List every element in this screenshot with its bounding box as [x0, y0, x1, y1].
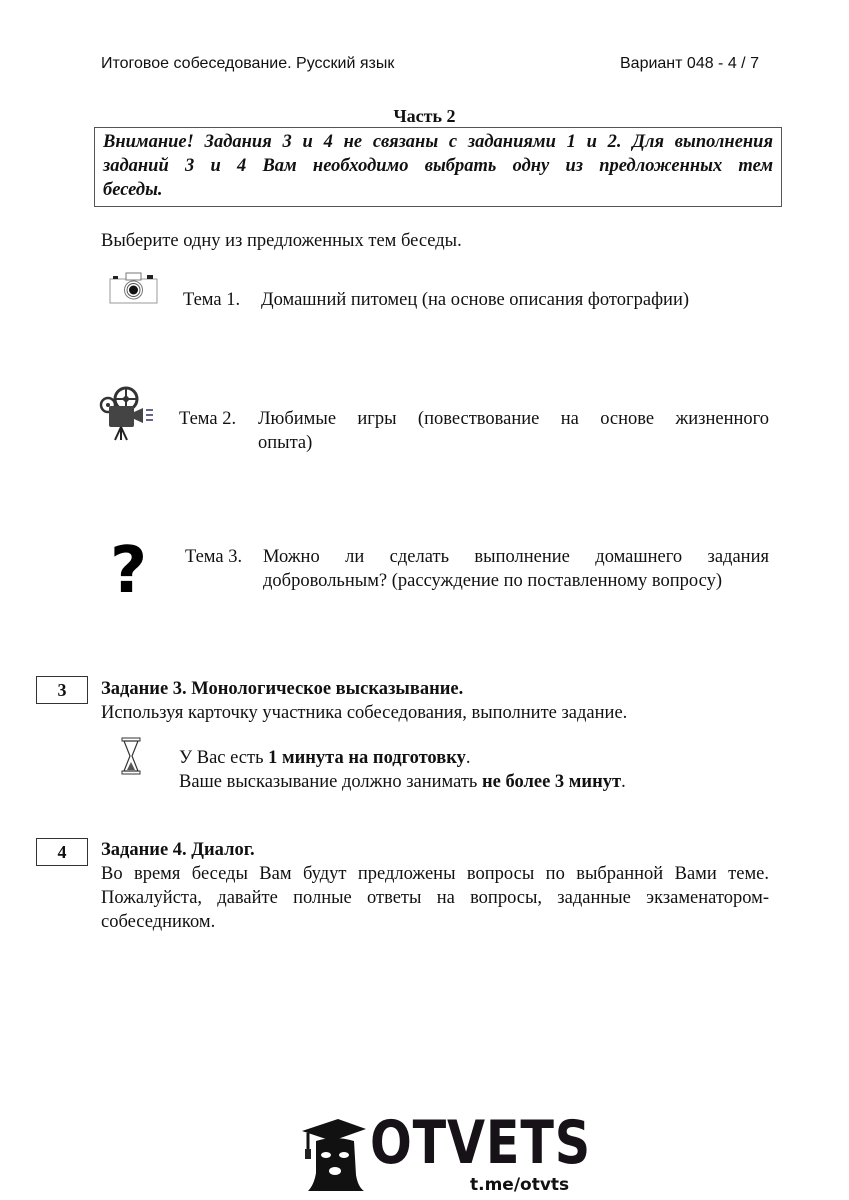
task-3-number: 3 [36, 676, 88, 704]
topic-2-label: Тема 2. [179, 409, 237, 429]
header-title: Итоговое собеседование. Русский язык [101, 55, 395, 72]
notice-box [94, 127, 782, 207]
topic-3-label: Тема 3. [185, 547, 243, 567]
brand-logo-text: OTVETS [370, 1108, 591, 1178]
notice-line: Внимание! Задания 3 и 4 не связаны с заданиями 1 и 2. Для выполнения [103, 132, 773, 152]
topic-1-label: Тема 1. [183, 290, 241, 310]
question-mark-icon: ? [110, 534, 148, 608]
notice-line: беседы. [103, 180, 163, 200]
masked-graduate-icon [298, 1115, 368, 1193]
topic-2-text: Любимые игры (повествование на основе жизненного [258, 409, 769, 429]
topic-2-text-cont: опыта) [258, 433, 313, 453]
prep-time-pre: У Вас есть [179, 748, 269, 768]
camera-icon [109, 270, 159, 304]
task-4-number: 4 [36, 838, 88, 866]
task-4-line: Пожалуйста, давайте полные ответы на вопросы, заданные экзаменатором- [101, 888, 769, 908]
task-4-line: Во время беседы Вам будут предложены вопросы по выбранной Вами теме. [101, 864, 769, 884]
speech-time-text [179, 770, 626, 794]
task-4-line: собеседником. [101, 912, 216, 932]
speech-time-pre: Ваше высказывание должно занимать [179, 772, 482, 792]
header-variant: Вариант 048 - 4 / 7 [620, 55, 759, 72]
notice-line: заданий 3 и 4 Вам необходимо выбрать одну из предложенных тем [103, 156, 773, 176]
instruction: Выберите одну из предложенных тем беседы. [101, 231, 462, 251]
prep-time-text [179, 746, 470, 770]
telegram-link[interactable]: t.me/otvts [470, 1175, 570, 1195]
task-3-title: Задание 3. Монологическое высказывание. [101, 679, 464, 699]
topic-3-text-cont: добровольным? (рассуждение по поставленному вопросу) [263, 571, 723, 591]
task-3-description: Используя карточку участника собеседования, выполните задание. [101, 703, 628, 723]
speech-time-post: . [621, 772, 626, 792]
hourglass-icon [120, 737, 142, 775]
film-projector-icon [99, 385, 159, 441]
part-title: Часть 2 [393, 106, 456, 126]
speech-time-bold: не более 3 минут [482, 772, 622, 792]
prep-time-bold: 1 минута на подготовку [268, 748, 466, 768]
topic-3-text: Можно ли сделать выполнение домашнего задания [263, 547, 769, 567]
task-4-title: Задание 4. Диалог. [101, 840, 255, 860]
prep-time-post: . [465, 748, 471, 768]
topic-1-text: Домашний питомец (на основе описания фотографии) [261, 290, 690, 310]
